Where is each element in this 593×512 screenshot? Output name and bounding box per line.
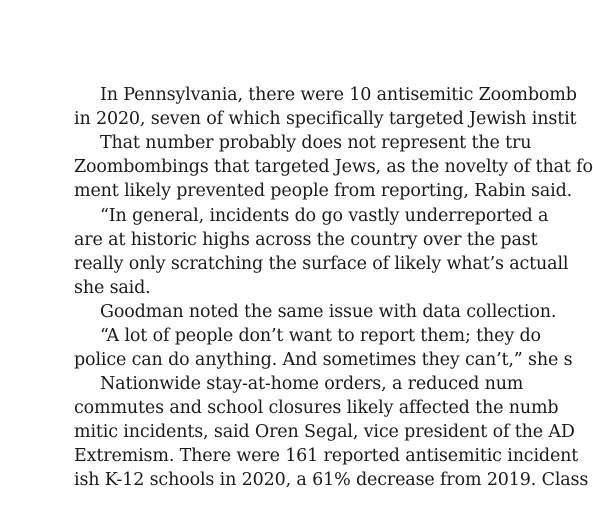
text-line: Extremism. There were 161 reported antisemitic incident: [74, 446, 579, 466]
text-line: That number probably does not represent the tru: [100, 133, 532, 153]
text-line: police can do anything. And sometimes they can’t,” she s: [74, 350, 573, 370]
text-line: in 2020, seven of which specifically targeted Jewish instit: [74, 109, 577, 129]
text-line: mitic incidents, said Oren Segal, vice president of the AD: [74, 422, 575, 442]
text-line: Nationwide stay-at-home orders, a reduced num: [100, 374, 524, 394]
text-line: are at historic highs across the country over the past: [74, 230, 538, 250]
text-line: “In general, incidents do go vastly underreported a: [100, 206, 549, 226]
text-line: Goodman noted the same issue with data collection.: [100, 302, 557, 322]
text-line: she said.: [74, 278, 151, 298]
text-line: really only scratching the surface of likely what’s actuall: [74, 254, 569, 274]
text-line: Zoombombings that targeted Jews, as the novelty of that fo: [74, 157, 593, 177]
text-line: ment likely prevented people from reporting, Rabin said.: [74, 181, 573, 201]
text-line: In Pennsylvania, there were 10 antisemitic Zoombomb: [100, 85, 577, 105]
text-line: “A lot of people don’t want to report them; they do: [100, 326, 541, 346]
text-line: ish K-12 schools in 2020, a 61% decrease from 2019. Class: [74, 470, 589, 490]
text-line: commutes and school closures likely affected the numb: [74, 398, 559, 418]
